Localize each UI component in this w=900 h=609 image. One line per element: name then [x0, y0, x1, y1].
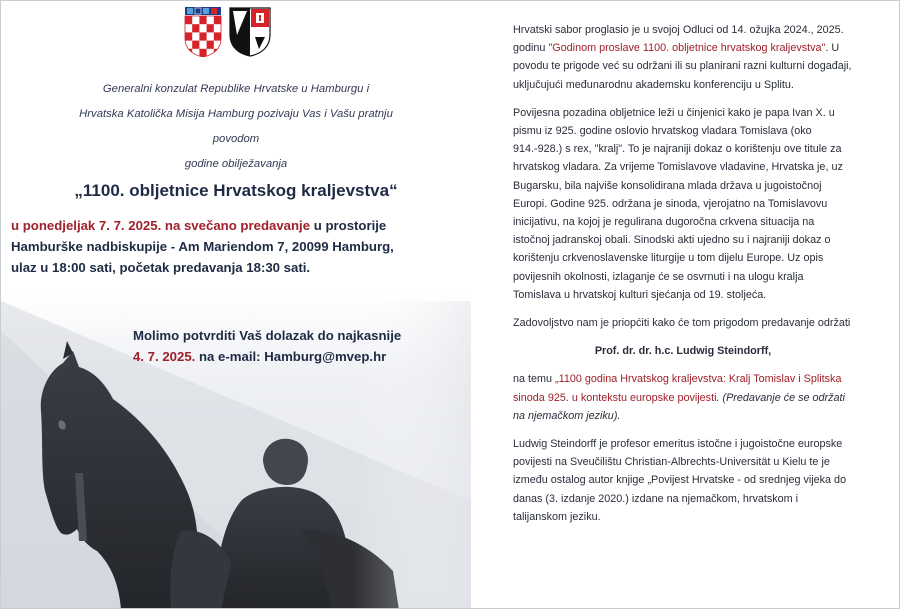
p1-text-a: Hrvatski sabor proglasio je u svojoj Odluci od 14. ožujka 2024., 2025. godinu [513, 24, 844, 55]
article-paragraph-5: Ludwig Steindorff je profesor emeritus istočne i jugoistočne europske povijesti na Sveučilištu Christian-Albrechts-Universität u Kielu te je između ostalog autor knjige „Povijest Hrvatske - od srednjeg vijeka do danas (3. izdanje 2020.) izdane na njemačkom, hrvatskom i talijanskom jeziku. [513, 438, 847, 523]
rsvp-block [133, 325, 463, 367]
intro-line-1: Generalni konzulat Republike Hrvatske u Hamburgu i [102, 83, 370, 95]
event-place-3: ulaz u 18:00 sati, početak predavanja 18:30 sati. [11, 260, 311, 275]
topic-title: „1100 godina Hrvatskog kraljevstva: Kralj Tomislav i Splitska sinoda 925. u kontekstu europske povijesti [513, 373, 842, 404]
article-paragraph-3: Zadovoljstvo nam je priopćiti kako će tom prigodom predavanje održati [513, 317, 851, 330]
article-paragraph-2: Povijesna pozadina obljetnice leži u činjenici kako je papa Ivan X. u pismu iz 925. godine oslovio hrvatskog vladara Tomislava (oko 914.-928.) s rex, "kralj". To je najraniji dokaz o korištenju ove titule za hrvatskog vladara. Za vrijeme Tomislavove vladavine, Hrvatska je, uz Bugarsku, bila najviše konsolidirana mlada država u jugoistočnoj Europi. Godine 925. održana je sinoda, vjerojatno na Tomislavovu inicijativu, na kojoj je regulirana dugoročna crkvena situacija na istočnoj jadranskoj obali. Sinodski akti ujedno su i najraniji dokaz o korištenju crkvenoslavenske liturgije u tom dijelu Europe. Uz opis povijesnih okolnosti, izlaganje će se osvrnuti i na ulogu kralja Tomislava u hrvatskoj kulturi sjećanja od 19. stoljeća. [513, 106, 843, 301]
rsvp-deadline: 4. 7. 2025. [133, 349, 196, 364]
topic-prefix: na temu [513, 373, 556, 386]
hamburg-mission-emblem-icon [229, 7, 271, 57]
croatian-coat-of-arms-icon [183, 7, 223, 57]
event-place-2: Hamburške nadbiskupije - Am Mariendom 7, 20099 Hamburg, [11, 239, 394, 254]
rsvp-email: na e-mail: Hamburg@mvep.hr [195, 349, 387, 364]
article-paragraph-1 [513, 21, 853, 94]
event-details [11, 215, 461, 278]
article-column [513, 21, 853, 536]
rsvp-line: Molimo potvrditi Vaš dolazak do najkasnije [133, 328, 402, 343]
event-title: „1100. obljetnice Hrvatskog kraljevstva“ [74, 181, 398, 200]
event-date: u ponedjeljak 7. 7. 2025. na svečano predavanje [11, 218, 311, 233]
invitation-left-panel [1, 1, 471, 609]
event-place-1: u prostorije [310, 218, 387, 233]
topic-language-note: . (Predavanje će se održati na njemačkom jeziku). [513, 391, 845, 422]
intro-line-2: Hrvatska Katolička Misija Hamburg pozivaju Vas i Vašu pratnju [79, 108, 393, 120]
intro-line-3: povodom [212, 133, 260, 145]
speaker-name: Prof. dr. dr. h.c. Ludwig Steindorff, [594, 345, 772, 358]
lecture-topic [513, 370, 853, 425]
intro-line-4: godine obilježavanja [184, 158, 288, 170]
p1-text-b: . U povodu te prigode već su održani ili su planirani razni kulturni događaji, uključujući međunarodnu akademsku konferenciju u Splitu. [513, 42, 852, 91]
p1-quote: "Godinom proslave 1100. obljetnice hrvatskog kraljevstva" [548, 42, 826, 55]
